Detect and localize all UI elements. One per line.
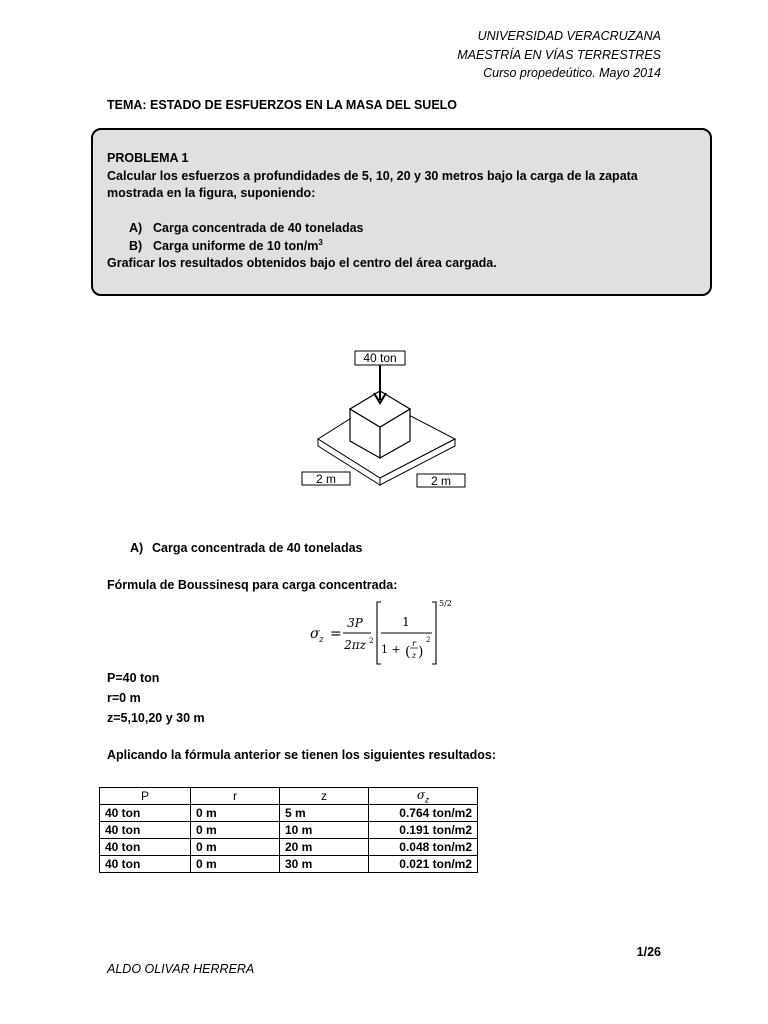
formula-title: Fórmula de Boussinesq para carga concentrada: [107, 578, 398, 592]
header-sigma-sub: z [425, 795, 430, 805]
results-intro: Aplicando la fórmula anterior se tienen los siguientes resultados: [107, 748, 496, 762]
variables-list [107, 668, 205, 728]
problem-title: PROBLEMA 1 [107, 151, 189, 165]
cell-r: 0 m [191, 856, 280, 873]
document-header [457, 27, 661, 83]
program-name: MAESTRÍA EN VÍAS TERRESTRES [457, 47, 661, 62]
cell-z: 10 m [280, 822, 369, 839]
cell-sigma: 0.191 ton/m2 [369, 822, 478, 839]
left-dimension: 2 m [315, 472, 337, 486]
table-row [100, 822, 478, 839]
right-dimension: 2 m [430, 474, 452, 488]
section-a-heading [130, 541, 363, 555]
item-marker: B) [129, 238, 143, 253]
cell-z: 20 m [280, 839, 369, 856]
formula-paren-close: ) [418, 644, 424, 660]
header-sigma [369, 788, 478, 805]
formula-exponent: 5/2 [439, 599, 452, 608]
page-number: 1/26 [636, 945, 661, 959]
variable-z: z=5,10,20 y 30 m [107, 711, 205, 725]
formula-right-bracket [432, 602, 436, 664]
section-marker: A) [130, 541, 144, 555]
course-name: Curso propedeútico. Mayo 2014 [483, 66, 661, 80]
item-marker: A) [129, 221, 143, 235]
footing-figure [296, 345, 471, 495]
cell-sigma: 0.048 ton/m2 [369, 839, 478, 856]
formula-paren-open: ( [405, 644, 411, 660]
table-row [100, 805, 478, 822]
cell-sigma: 0.021 ton/m2 [369, 856, 478, 873]
header-sigma-symbol: σ [416, 788, 426, 802]
formula-z: z [411, 651, 417, 660]
header-p: P [100, 788, 191, 805]
author-name: ALDO OLIVAR HERRERA [107, 962, 255, 976]
item-text: Carga uniforme de 10 ton/m [153, 238, 319, 253]
cell-p: 40 ton [100, 839, 191, 856]
cell-p: 40 ton [100, 822, 191, 839]
university-name: UNIVERSIDAD VERACRUZANA [477, 29, 661, 43]
formula-inner-numerator: 1 [402, 615, 410, 629]
header-r: r [191, 788, 280, 805]
cell-r: 0 m [191, 805, 280, 822]
cell-p: 40 ton [100, 856, 191, 873]
formula-sigma: σ [310, 626, 320, 642]
formula-sigma-sub: z [319, 635, 324, 645]
item-text: Carga concentrada de 40 toneladas [153, 221, 364, 235]
table-row [100, 856, 478, 873]
topic-title: TEMA: ESTADO DE ESFUERZOS EN LA MASA DEL SUELO [107, 98, 458, 112]
header-z: z [280, 788, 369, 805]
section-text: Carga concentrada de 40 toneladas [152, 541, 363, 555]
problem-item-b [107, 238, 682, 256]
superscript: 3 [318, 237, 323, 247]
problem-closing: Graficar los resultados obtenidos bajo el centro del área cargada. [107, 256, 497, 270]
results-table [99, 787, 478, 873]
cell-sigma: 0.764 ton/m2 [369, 805, 478, 822]
cell-r: 0 m [191, 822, 280, 839]
variable-p: P=40 ton [107, 671, 160, 685]
cell-r: 0 m [191, 839, 280, 856]
formula-inner-denominator: 1 + [381, 643, 401, 656]
problem-item-a [107, 220, 682, 238]
table-row [100, 839, 478, 856]
cell-z: 30 m [280, 856, 369, 873]
cell-p: 40 ton [100, 805, 191, 822]
cell-z: 5 m [280, 805, 369, 822]
variable-r: r=0 m [107, 691, 141, 705]
problem-statement: Calcular los esfuerzos a profundidades de 5, 10, 20 y 30 metros bajo la carga de la zapata mostrada en la figura, suponiendo: [107, 168, 638, 200]
formula-numerator: 3P [347, 616, 363, 630]
boussinesq-formula [308, 598, 468, 668]
table-header-row [100, 788, 478, 805]
formula-equals: = [330, 626, 342, 642]
problem-content [107, 150, 682, 273]
formula-denominator: 2πz [344, 638, 366, 652]
load-label: 40 ton [363, 351, 397, 365]
formula-denominator-square: 2 [369, 637, 374, 645]
formula-inner-square: 2 [426, 636, 431, 644]
formula-r: r [412, 639, 416, 648]
